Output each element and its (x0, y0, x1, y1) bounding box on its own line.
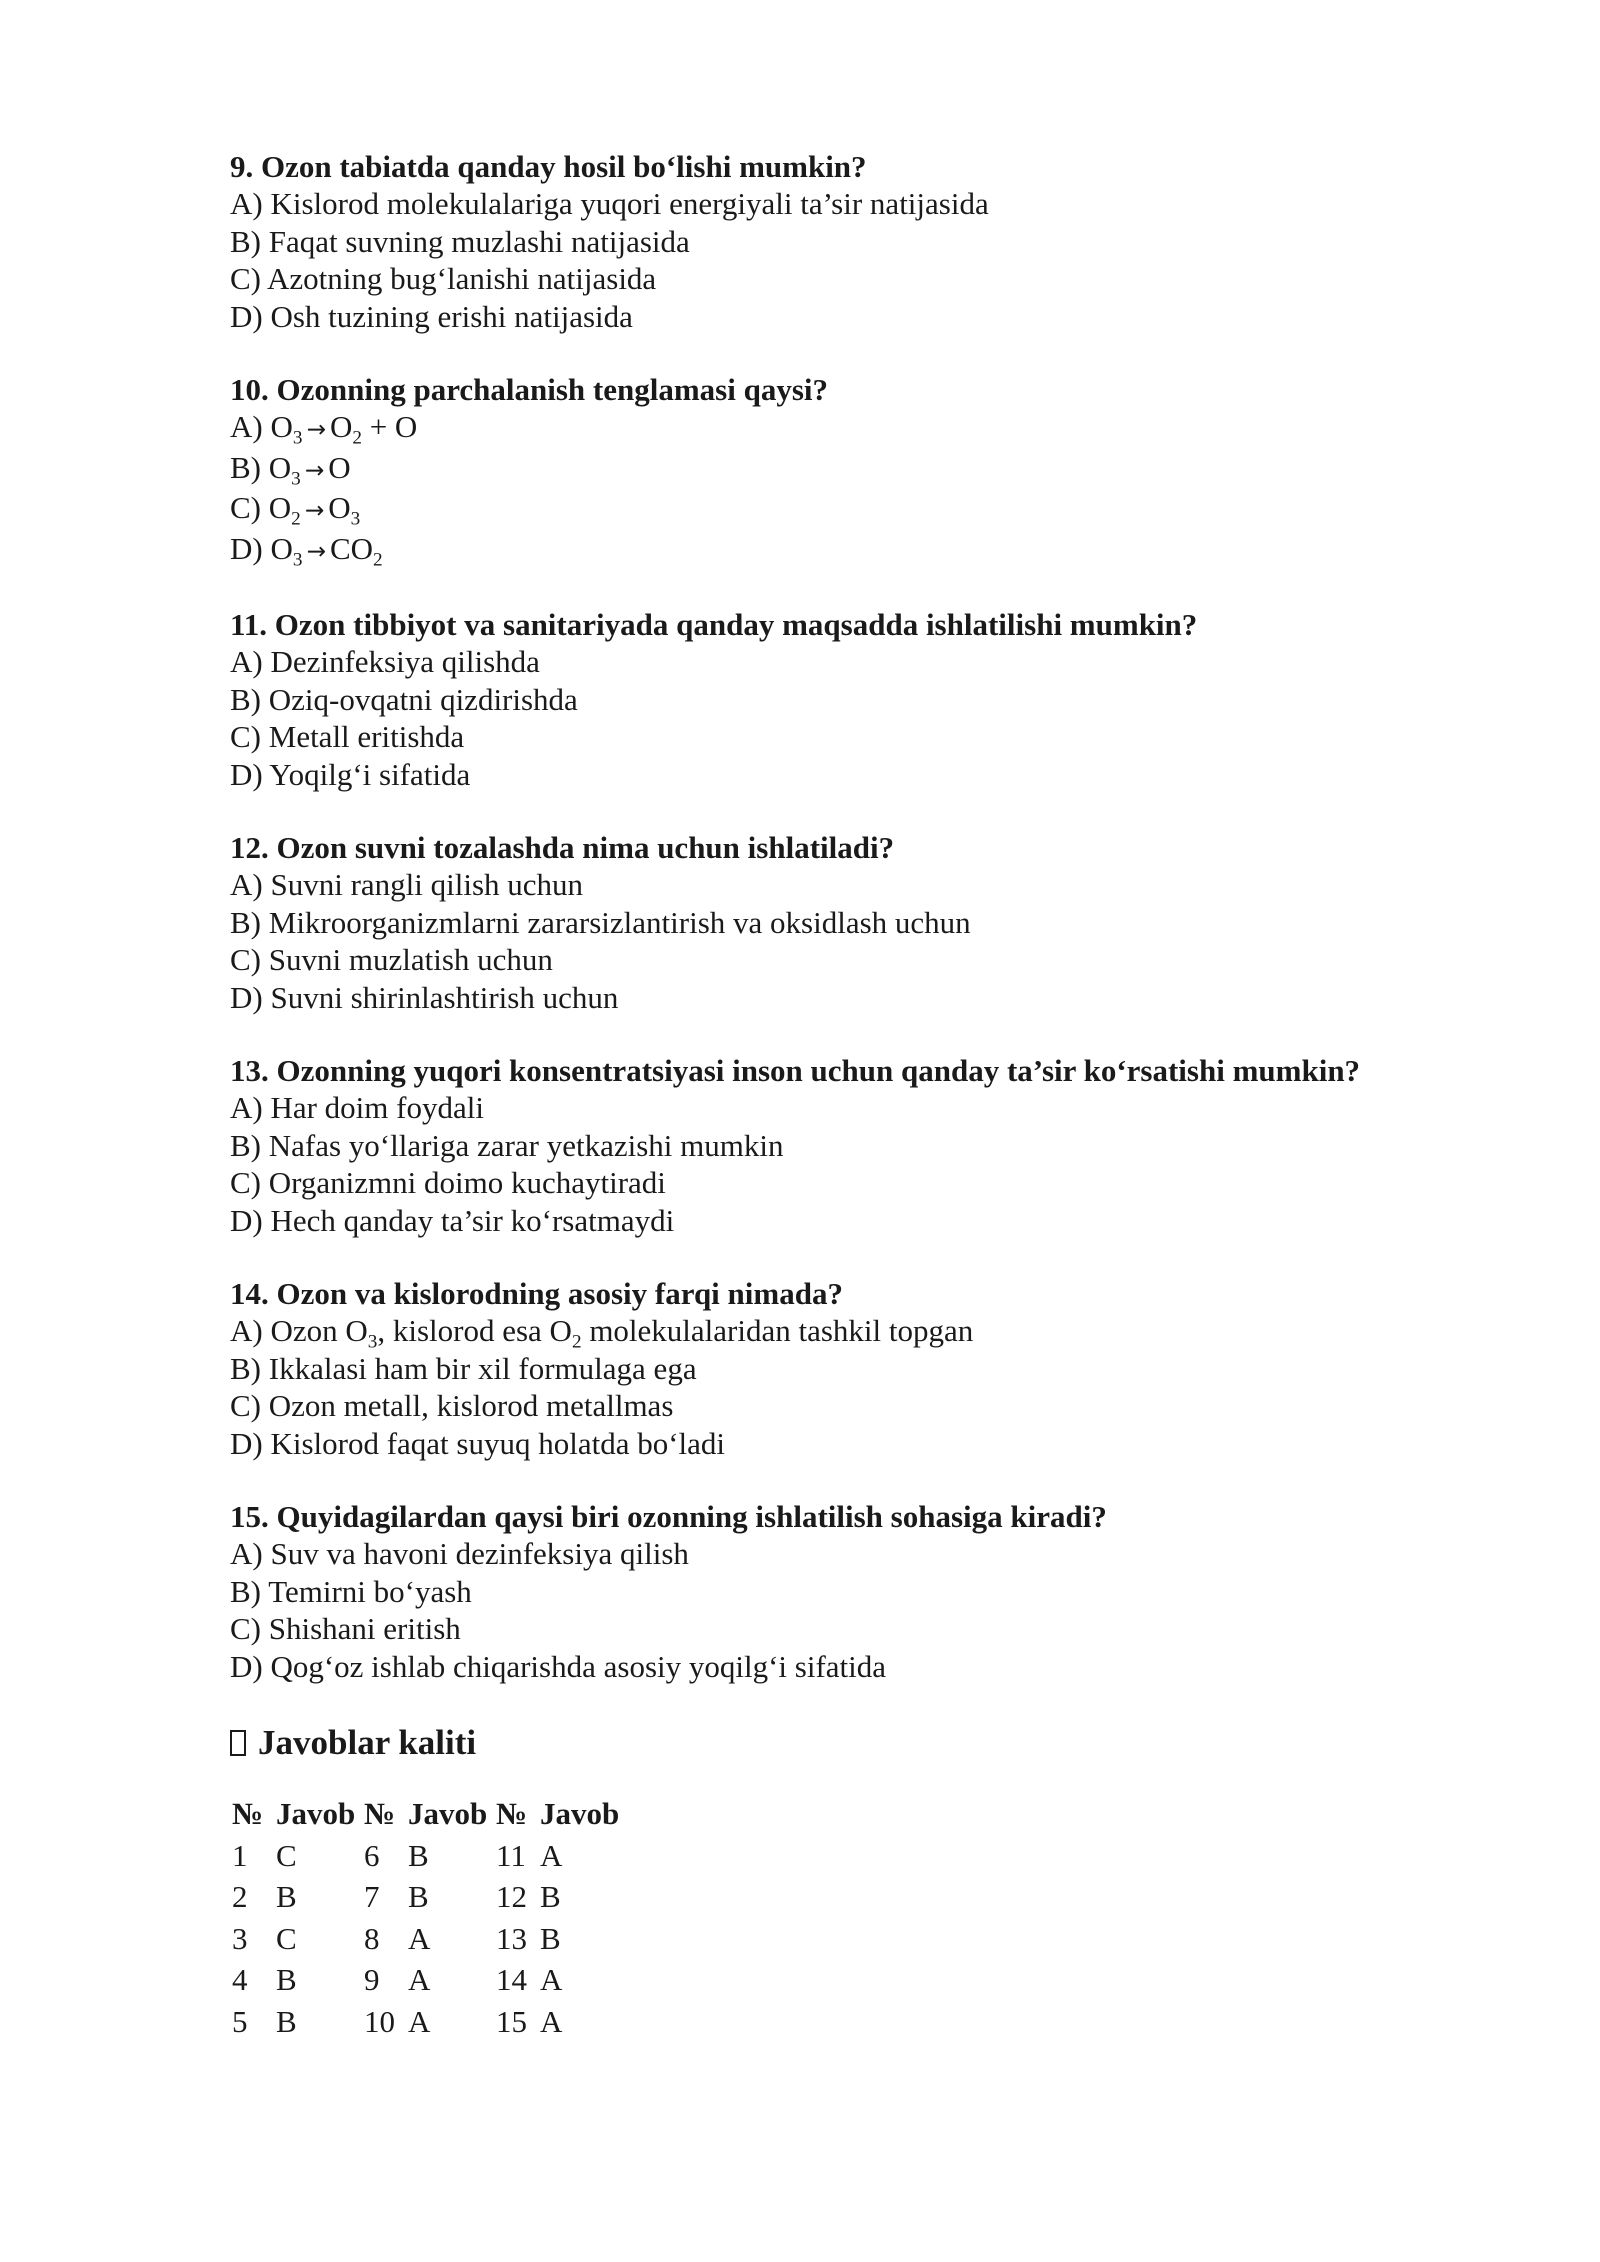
missing-glyph-icon (230, 1730, 246, 1756)
table-row (232, 1960, 619, 2002)
option-d: D) Osh tuzining erishi natijasida (230, 298, 633, 334)
option-a: A) Suvni rangli qilish uchun (230, 867, 584, 902)
table-cell: C (276, 1920, 297, 1956)
option-c: C) Azotning bug‘lanishi natijasida (230, 261, 657, 296)
option-d: D) Yoqilg‘i sifatida (230, 756, 471, 792)
table-cell: B (276, 1879, 297, 1915)
table-cell: A (540, 2003, 563, 2039)
table-cell: 6 (364, 1837, 380, 1873)
table-row (232, 2001, 619, 2043)
column-header: Javob (540, 1796, 620, 1831)
answer-key-title: Javoblar kaliti (258, 1723, 477, 1762)
option-b: B) Mikroorganizmlarni zararsizlantirish va oksidlash uchun (230, 904, 971, 940)
option-d: D) $O_3 \to CO_2$ (230, 530, 383, 571)
arrow-icon: → (306, 416, 326, 443)
question-title: 9. Ozon tabiatda qanday hosil bo‘lishi mumkin? (230, 149, 867, 184)
column-header: № (496, 1796, 528, 1831)
arrow-icon: → (304, 497, 325, 524)
option-d: D) Suvni shirinlashtirish uchun (230, 979, 619, 1015)
table-header-row (232, 1793, 619, 1835)
option-d: D) Hech qanday ta’sir ko‘rsatmaydi (230, 1202, 675, 1238)
question-title: 10. Ozonning parchalanish tenglamasi qaysi? (230, 372, 829, 407)
table-cell: A (408, 1920, 431, 1956)
table-cell: A (540, 1837, 563, 1873)
option-c: C) Ozon metall, kislorod metallmas (230, 1388, 674, 1423)
option-d: D) Kislorod faqat suyuq holatda bo‘ladi (230, 1425, 726, 1461)
question-title: 14. Ozon va kislorodning asosiy farqi nimada? (230, 1276, 843, 1311)
table-cell: 4 (232, 1962, 248, 1998)
option-a: A) Suv va havoni dezinfeksiya qilish (230, 1536, 689, 1571)
option-a: A) Kislorod molekulalariga yuqori energiyali ta’sir natijasida (230, 186, 989, 221)
table-row (232, 1918, 619, 1960)
table-cell: 11 (496, 1837, 526, 1873)
table-cell: 9 (364, 1962, 380, 1998)
question-title: 11. Ozon tibbiyot va sanitariyada qanday maqsadda ishlatilishi mumkin? (230, 607, 1198, 642)
option-a: A) Dezinfeksiya qilishda (230, 644, 540, 679)
option-a: A) $O_3 \to O_2 + O$ (230, 409, 418, 449)
answer-key-table (232, 1793, 619, 2043)
table-row (232, 1877, 619, 1919)
option-b: B) Ikkalasi ham bir xil formulaga ega (230, 1350, 697, 1386)
question-10 (230, 371, 1430, 570)
table-cell: A (408, 1962, 431, 1998)
document-page (230, 148, 1430, 2043)
arrow-icon: → (304, 456, 325, 484)
table-cell: 15 (496, 2003, 527, 2039)
table-cell: 14 (496, 1962, 527, 1998)
table-cell: 12 (496, 1879, 527, 1915)
table-cell: 7 (364, 1879, 380, 1915)
question-13 (230, 1052, 1430, 1239)
table-cell: C (276, 1837, 297, 1873)
table-cell: B (540, 1879, 561, 1915)
table-cell: A (540, 1962, 563, 1998)
table-cell: B (540, 1920, 561, 1956)
question-12 (230, 829, 1430, 1016)
question-9 (230, 148, 1430, 335)
option-b: B) Faqat suvning muzlashi natijasida (230, 223, 690, 259)
table-cell: 10 (364, 2003, 395, 2039)
question-title: 15. Quyidagilardan qaysi biri ozonning ishlatilish sohasiga kiradi? (230, 1499, 1107, 1534)
option-b: B) Temirni bo‘yash (230, 1573, 472, 1609)
question-title: 12. Ozon suvni tozalashda nima uchun ishlatiladi? (230, 830, 895, 865)
table-cell: B (276, 2003, 297, 2039)
option-b: B) $O_3 \to O$ (230, 449, 351, 490)
column-header: № (364, 1796, 396, 1831)
table-cell: B (408, 1837, 429, 1873)
column-header: Javob (408, 1796, 488, 1831)
table-cell: 1 (232, 1837, 248, 1873)
table-cell: B (276, 1962, 297, 1998)
table-cell: 8 (364, 1920, 380, 1956)
table-cell: A (408, 2003, 431, 2039)
option-c: C) Suvni muzlatish uchun (230, 942, 553, 977)
option-c: C) Shishani eritish (230, 1611, 461, 1646)
option-b: B) Nafas yo‘llariga zarar yetkazishi mumkin (230, 1127, 784, 1163)
question-11 (230, 606, 1430, 793)
answer-key-heading (230, 1721, 1430, 1765)
question-14 (230, 1275, 1430, 1462)
option-c: C) Organizmni doimo kuchaytiradi (230, 1165, 666, 1200)
table-cell: 13 (496, 1920, 527, 1956)
table-cell: 2 (232, 1879, 248, 1915)
question-title: 13. Ozonning yuqori konsentratsiyasi inson uchun qanday ta’sir ko‘rsatishi mumkin? (230, 1053, 1361, 1088)
table-cell: B (408, 1879, 429, 1915)
option-d: D) Qog‘oz ishlab chiqarishda asosiy yoqilg‘i sifatida (230, 1648, 887, 1684)
arrow-icon: → (306, 537, 326, 565)
option-b: B) Oziq-ovqatni qizdirishda (230, 681, 578, 717)
column-header: Javob (276, 1796, 356, 1831)
table-row (232, 1835, 619, 1877)
question-15 (230, 1498, 1430, 1685)
table-cell: 5 (232, 2003, 248, 2039)
table-cell: 3 (232, 1920, 248, 1956)
option-c: C) Metall eritishda (230, 719, 465, 754)
option-a: A) Ozon $O_3$, kislorod esa $O_2$ molekulalaridan tashkil topgan (230, 1313, 974, 1353)
option-c: C) $O_2 \to O_3$ (230, 490, 361, 530)
option-a: A) Har doim foydali (230, 1090, 484, 1125)
column-header: № (232, 1796, 264, 1831)
